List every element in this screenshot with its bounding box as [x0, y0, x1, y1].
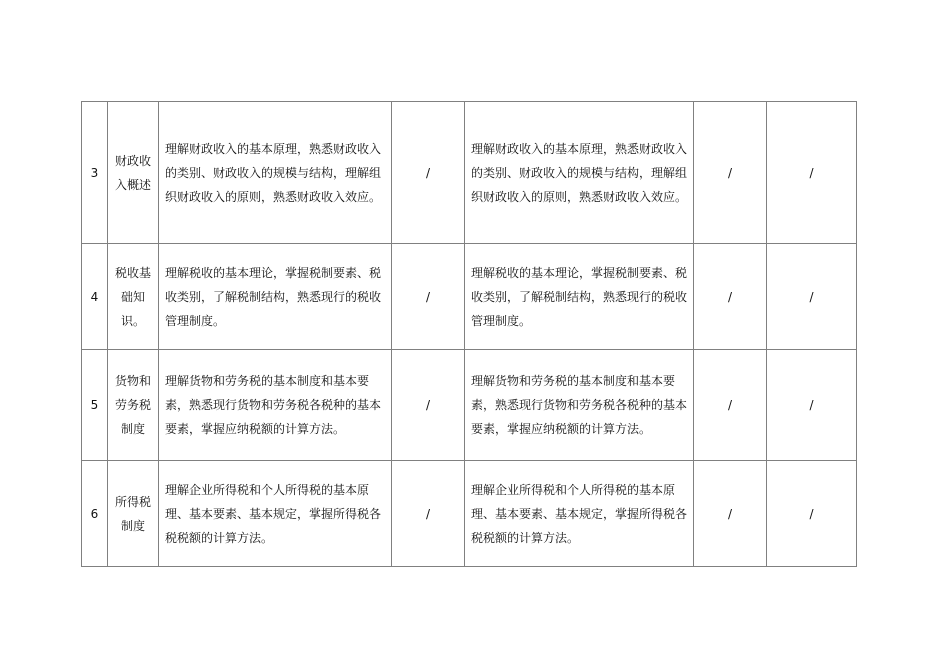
table-row [82, 244, 857, 350]
slash-cell: / [392, 350, 465, 461]
slash-cell: / [694, 350, 767, 461]
requirement-text: 理解货物和劳务税的基本制度和基本要素，熟悉现行货物和劳务税各税种的基本要素，掌握应纳税额的计算方法。 [465, 350, 694, 461]
row-number: 5 [82, 350, 108, 461]
row-number: 3 [82, 102, 108, 244]
slash-cell: / [694, 461, 767, 567]
table-row [82, 461, 857, 567]
topic-name: 货物和劳务税制度 [108, 350, 159, 461]
row-number: 4 [82, 244, 108, 350]
requirement-text: 理解货物和劳务税的基本制度和基本要素，熟悉现行货物和劳务税各税种的基本要素，掌握应纳税额的计算方法。 [159, 350, 392, 461]
slash-cell: / [392, 461, 465, 567]
requirement-text: 理解企业所得税和个人所得税的基本原理、基本要素、基本规定，掌握所得税各税税额的计算方法。 [465, 461, 694, 567]
topic-name: 财政收入概述 [108, 102, 159, 244]
requirement-text: 理解财政收入的基本原理，熟悉财政收入的类别、财政收入的规模与结构，理解组织财政收入的原则，熟悉财政收入效应。 [159, 102, 392, 244]
topic-name: 所得税制度 [108, 461, 159, 567]
requirement-text: 理解财政收入的基本原理，熟悉财政收入的类别、财政收入的规模与结构，理解组织财政收入的原则，熟悉财政收入效应。 [465, 102, 694, 244]
topic-name: 税收基础知识。 [108, 244, 159, 350]
slash-cell: / [392, 244, 465, 350]
table-row [82, 350, 857, 461]
slash-cell: / [694, 102, 767, 244]
slash-cell: / [767, 244, 857, 350]
syllabus-table [81, 101, 857, 567]
requirement-text: 理解税收的基本理论，掌握税制要素、税收类别，了解税制结构，熟悉现行的税收管理制度。 [465, 244, 694, 350]
requirement-text: 理解企业所得税和个人所得税的基本原理、基本要素、基本规定，掌握所得税各税税额的计算方法。 [159, 461, 392, 567]
slash-cell: / [694, 244, 767, 350]
requirement-text: 理解税收的基本理论，掌握税制要素、税收类别，了解税制结构，熟悉现行的税收管理制度。 [159, 244, 392, 350]
row-number: 6 [82, 461, 108, 567]
slash-cell: / [767, 350, 857, 461]
table-row [82, 102, 857, 244]
slash-cell: / [392, 102, 465, 244]
slash-cell: / [767, 461, 857, 567]
slash-cell: / [767, 102, 857, 244]
